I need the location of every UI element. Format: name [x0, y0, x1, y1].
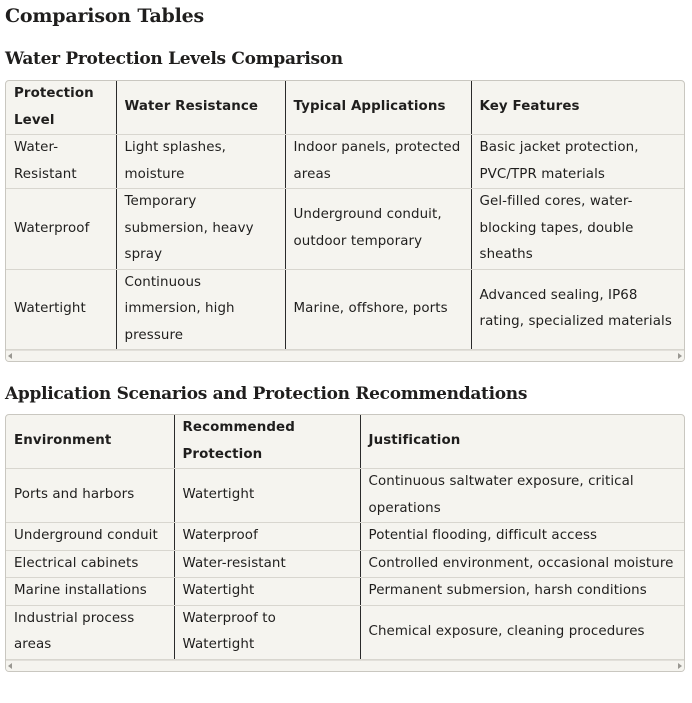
column-header: Environment — [6, 415, 174, 469]
table-cell: Watertight — [174, 469, 360, 523]
table-cell: Advanced sealing, IP68 rating, specialized materials — [471, 269, 684, 350]
table-header-row — [6, 81, 684, 135]
table-cell: Waterproof — [6, 189, 116, 270]
table2-heading: Application Scenarios and Protection Recommendations — [5, 384, 528, 404]
table-cell: Gel-filled cores, water-blocking tapes, double sheaths — [471, 189, 684, 270]
table-cell: Controlled environment, occasional moisture — [360, 550, 684, 578]
table-cell: Permanent submersion, harsh conditions — [360, 578, 684, 606]
table1-heading: Water Protection Levels Comparison — [5, 49, 343, 69]
table-cell: Temporary submersion, heavy spray — [116, 189, 285, 270]
table-cell: Water-Resistant — [6, 135, 116, 189]
scroll-left-icon[interactable] — [8, 353, 12, 359]
table-cell: Watertight — [6, 269, 116, 350]
application-scenarios-table — [6, 415, 684, 660]
scroll-left-icon[interactable] — [8, 663, 12, 669]
table-cell: Underground conduit — [6, 523, 174, 551]
table-cell: Marine, offshore, ports — [285, 269, 471, 350]
table-cell: Water-resistant — [174, 550, 360, 578]
table1-container — [5, 80, 685, 362]
table-header-row — [6, 415, 684, 469]
table-cell: Indoor panels, protected areas — [285, 135, 471, 189]
column-header: Water Resistance — [116, 81, 285, 135]
table-cell: Continuous immersion, high pressure — [116, 269, 285, 350]
table-cell: Watertight — [174, 578, 360, 606]
table-row — [6, 189, 684, 270]
table-cell: Basic jacket protection, PVC/TPR materials — [471, 135, 684, 189]
column-header: Typical Applications — [285, 81, 471, 135]
table-cell: Waterproof — [174, 523, 360, 551]
table-cell: Marine installations — [6, 578, 174, 606]
scroll-right-icon[interactable] — [678, 663, 682, 669]
horizontal-scrollbar[interactable] — [6, 660, 684, 671]
table-cell: Chemical exposure, cleaning procedures — [360, 605, 684, 659]
table-row — [6, 550, 684, 578]
table-cell: Continuous saltwater exposure, critical operations — [360, 469, 684, 523]
table-cell: Electrical cabinets — [6, 550, 174, 578]
table-row — [6, 578, 684, 606]
column-header: Protection Level — [6, 81, 116, 135]
table-row — [6, 605, 684, 659]
table-cell: Waterproof to Watertight — [174, 605, 360, 659]
table-cell: Light splashes, moisture — [116, 135, 285, 189]
table-row — [6, 135, 684, 189]
table-cell: Potential flooding, difficult access — [360, 523, 684, 551]
page-title: Comparison Tables — [5, 5, 205, 27]
table-cell: Underground conduit, outdoor temporary — [285, 189, 471, 270]
table-cell: Ports and harbors — [6, 469, 174, 523]
table-cell: Industrial process areas — [6, 605, 174, 659]
water-protection-table — [6, 81, 684, 350]
table-row — [6, 523, 684, 551]
column-header: Justification — [360, 415, 684, 469]
column-header: Recommended Protection — [174, 415, 360, 469]
column-header: Key Features — [471, 81, 684, 135]
horizontal-scrollbar[interactable] — [6, 350, 684, 361]
table2-container — [5, 414, 685, 672]
table-row — [6, 269, 684, 350]
scroll-right-icon[interactable] — [678, 353, 682, 359]
table-row — [6, 469, 684, 523]
